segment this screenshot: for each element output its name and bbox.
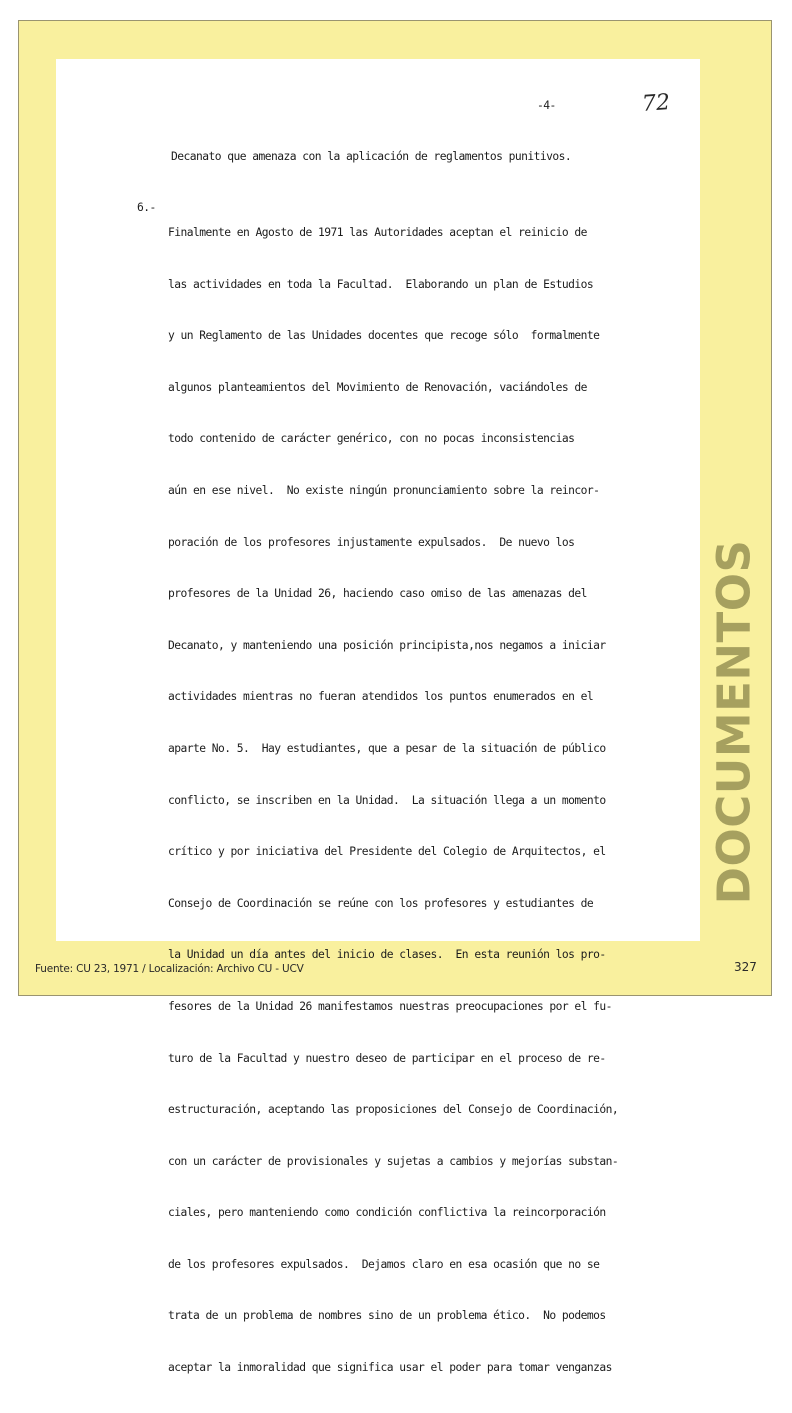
text-line: aceptar la inmoralidad que significa usar el poder para tomar venganzas	[168, 1361, 612, 1375]
text-line: actividades mientras no fueran atendidos los puntos enumerados en el	[168, 690, 594, 704]
text-line: algunos planteamientos del Movimiento de Renovación, vaciándoles de	[168, 380, 587, 394]
text-line: aún en ese nivel. No existe ningún pronunciamiento sobre la reincor-	[168, 483, 600, 497]
page-frame	[18, 20, 772, 1375]
text-line: y un Reglamento de las Unidades docentes que recoge sólo formalmente	[168, 329, 600, 343]
text-line: fesores de la Unidad 26 manifestamos nuestras preocupaciones por el fu-	[168, 999, 612, 1013]
source-caption: Fuente: CU 23, 1971 / Localización: Archivo CU - UCV	[35, 963, 304, 975]
section-title-vertical: DOCUMENTOS	[707, 539, 761, 905]
text-line: las actividades en toda la Facultad. Elaborando un plan de Estudios	[168, 277, 594, 291]
text-line: trata de un problema de nombres sino de un problema ético. No podemos	[168, 1309, 606, 1323]
text-line: con un carácter de provisionales y sujetas a cambios y mejorías substan-	[168, 1154, 619, 1168]
text-line: conflicto, se inscriben en la Unidad. La situación llega a un momento	[168, 793, 606, 807]
text-line: Finalmente en Agosto de 1971 las Autoridades aceptan el reinicio de	[168, 226, 587, 239]
text-line: turo de la Facultad y nuestro deseo de participar en el proceso de re-	[168, 1051, 606, 1065]
text-line: Decanato, y manteniendo una posición principista,nos negamos a iniciar	[168, 638, 606, 652]
paragraph-6	[168, 200, 618, 1413]
text-line: Consejo de Coordinación se reúne con los profesores y estudiantes de	[168, 896, 594, 910]
text-line: todo contenido de carácter genérico, con no pocas inconsistencias	[168, 432, 575, 446]
text-line: poración de los profesores injustamente expulsados. De nuevo los	[168, 535, 575, 549]
intro-line: Decanato que amenaza con la aplicación de reglamentos punitivos.	[171, 150, 572, 163]
handwritten-page-number: 72	[641, 90, 671, 117]
text-line: la Unidad un día antes del inicio de clases. En esta reunión los pro-	[168, 948, 606, 962]
page-number: 327	[734, 960, 757, 974]
text-line: ciales, pero manteniendo como condición conflictiva la reincorporación	[168, 1206, 606, 1220]
item-number: 6.-	[137, 201, 156, 214]
text-line: crítico y por iniciativa del Presidente del Colegio de Arquitectos, el	[168, 845, 606, 859]
text-line: aparte No. 5. Hay estudiantes, que a pesar de la situación de público	[168, 741, 606, 755]
text-line: estructuración, aceptando las proposiciones del Consejo de Coordinación,	[168, 1103, 619, 1117]
page-marker: -4-	[537, 99, 556, 112]
text-line: de los profesores expulsados. Dejamos claro en esa ocasión que no se	[168, 1257, 600, 1271]
text-line: profesores de la Unidad 26, haciendo caso omiso de las amenazas del	[168, 587, 587, 601]
